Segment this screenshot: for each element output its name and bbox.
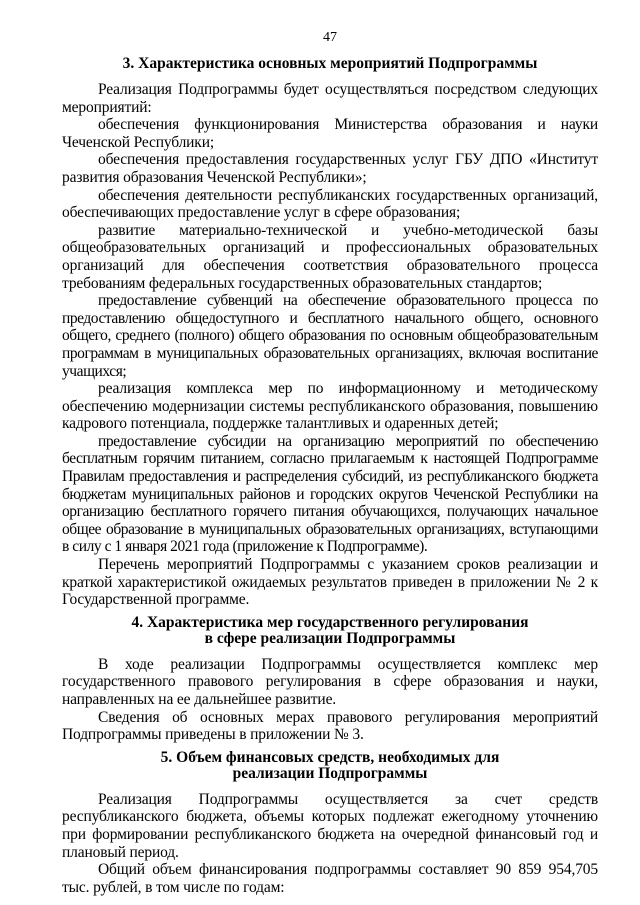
section-5-heading-line-1: 5. Объем финансовых средств, необходимых для (160, 748, 500, 766)
section-4-heading-line-2: в сфере реализации Подпрограммы (204, 629, 456, 647)
document-page (62, 30, 598, 896)
section-5-paragraph-2: Общий объем финансирования подпрограммы составляет 90 859 954,705 тыс. рублей, в том числе по годам: (62, 861, 598, 896)
page-number: 47 (323, 30, 337, 45)
section-4-heading (62, 615, 598, 647)
section-4-paragraph-1: В ходе реализации Подпрограммы осуществляется комплекс мер государственного правового регулирования в сфере образования и науки, направленных на ее дальнейшее развитие. (62, 655, 598, 708)
section-3-paragraph-3: обеспечения предоставления государственных услуг ГБУ ДПО «Институт развития образования Чеченской Республики»; (62, 151, 598, 186)
section-5-heading-line-2: реализации Подпрограммы (232, 764, 428, 782)
section-3-paragraph-4: обеспечения деятельности республиканских государственных организаций, обеспечивающих предоставление услуг в сфере образования; (62, 186, 598, 222)
section-3-paragraph-5: развитие материально-технической и учебно-методической базы общеобразовательных организаций и профессиональных образовательных организаций для обеспечения соответствия образовательного процесса требованиям федеральных государственных образовательных стандартов; (62, 221, 598, 292)
section-3-paragraph-8: предоставление субсидии на организацию мероприятий по обеспечению бесплатным горячим питанием, согласно прилагаемым к настоящей Подпрограмме Правилам предоставления и распределения субсидий, из республиканского бюджета бюджетам муниципальных районов и городских округов Чеченской Республики на организацию бесплатного горячего питания обучающихся, получающих начальное общее образование в муниципальных образовательных организациях, вступающими в силу с 1 января 2021 года (приложение к Подпрограмме). (62, 432, 598, 556)
section-3-paragraph-2: обеспечения функционирования Министерства образования и науки Чеченской Республики; (62, 116, 598, 151)
section-3-paragraph-1: Реализация Подпрограммы будет осуществляться посредством следующих мероприятий: (62, 81, 598, 116)
section-3-paragraph-6: предоставление субвенций на обеспечение образовательного процесса по предоставлению общедоступного и бесплатного начального общего, основного общего, среднего (полного) общего образования по основным общеобразовательным программам в муниципальных образовательных организациях, включая воспитание учащихся; (62, 292, 598, 380)
section-3-paragraph-9: Перечень мероприятий Подпрограммы с указанием сроков реализации и краткой характеристикой ожидаемых результатов приведен в приложении № 2 к Государственной программе. (62, 556, 598, 609)
section-4-paragraph-2: Сведения об основных мерах правового регулирования мероприятий Подпрограммы приведены в приложении № 3. (62, 708, 598, 744)
section-5-paragraph-1: Реализация Подпрограммы осуществляется за счет средств республиканского бюджета, объемы которых подлежат ежегодному уточнению при формировании республиканского бюджета на очередной финансовый год и плановый период. (62, 790, 598, 861)
section-3-paragraph-7: реализация комплекса мер по информационному и методическому обеспечению модернизации системы республиканского образования, повышению кадрового потенциала, поддержке талантливых и одаренных детей; (62, 380, 598, 433)
section-4-heading-line-1: 4. Характеристика мер государственного регулирования (131, 613, 529, 631)
section-5-heading (62, 750, 598, 782)
section-3-heading: 3. Характеристика основных мероприятий Подпрограммы (122, 55, 538, 72)
